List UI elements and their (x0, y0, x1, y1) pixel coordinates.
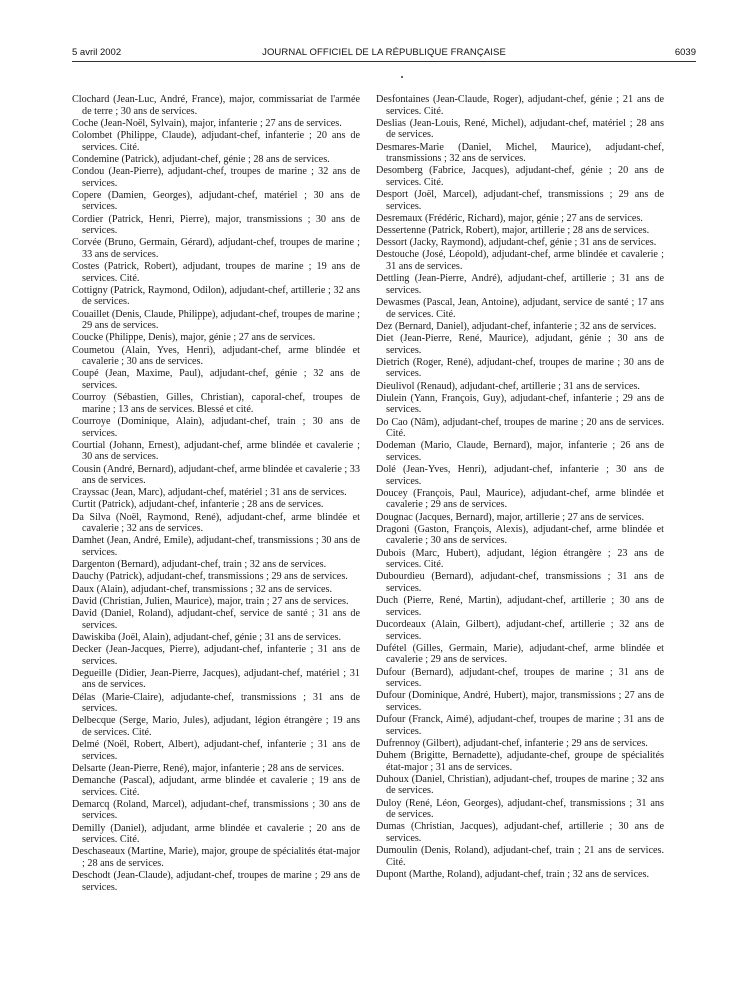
journal-title: JOURNAL OFFICIEL DE LA RÉPUBLIQUE FRANÇAISE (262, 47, 506, 58)
list-item: David (Christian, Julien, Maurice), major, train ; 27 ans de services. (72, 595, 349, 607)
list-item: Dufour (Franck, Aimé), adjudant-chef, troupes de marine ; 31 ans de services. (376, 714, 664, 737)
list-item: Cottigny (Patrick, Raymond, Odilon), adjudant-chef, artillerie ; 32 ans de services. (72, 284, 360, 308)
left-column (72, 94, 360, 894)
list-item: Deschaseaux (Martine, Marie), major, groupe de spécialités état-major ; 28 ans de services. (72, 846, 360, 869)
list-item: Dessort (Jacky, Raymond), adjudant-chef, génie ; 31 ans de services. (376, 237, 657, 249)
list-item: Duhem (Brigitte, Bernadette), adjudante-chef, groupe de spécialités état-major ; 31 ans de services. (376, 750, 664, 773)
list-item: Dufour (Dominique, André, Hubert), major, transmissions ; 27 ans de services. (376, 690, 664, 713)
list-item: Coche (Jean-Noël, Sylvain), major, infanterie ; 27 ans de services. (72, 117, 342, 129)
list-item: Dufour (Bernard), adjudant-chef, troupes de marine ; 31 ans de services. (376, 666, 664, 690)
list-item: Demanche (Pascal), adjudant, arme blindée et cavalerie ; 19 ans de services. Cité. (72, 775, 360, 798)
right-column (376, 94, 664, 881)
list-item: Demilly (Daniel), adjudant, arme blindée et cavalerie ; 20 ans de services. Cité. (72, 822, 360, 846)
list-item: Coucke (Philippe, Denis), major, génie ; 27 ans de services. (72, 332, 316, 344)
list-item: Coumetou (Alain, Yves, Henri), adjudant-chef, arme blindée et cavalerie ; 30 ans de services. (72, 344, 360, 368)
list-item: Copere (Damien, Georges), adjudant-chef, matériel ; 30 ans de services. (72, 189, 360, 213)
list-item: Dufrennoy (Gilbert), adjudant-chef, infanterie ; 29 ans de services. (376, 737, 648, 749)
list-item: Dieulivol (Renaud), adjudant-chef, artillerie ; 31 ans de services. (376, 380, 640, 392)
list-item: Dodeman (Mario, Claude, Bernard), major, infanterie ; 26 ans de services. (376, 440, 664, 463)
list-item: Delsarte (Jean-Pierre, René), major, infanterie ; 28 ans de services. (72, 762, 344, 774)
list-item: Desfontaines (Jean-Claude, Roger), adjudant-chef, génie ; 21 ans de services. Cité. (376, 94, 664, 117)
list-item: Dolé (Jean-Yves, Henri), adjudant-chef, infanterie ; 30 ans de services. (376, 464, 664, 487)
list-item: Delmé (Noël, Robert, Albert), adjudant-chef, infanterie ; 31 ans de services. (72, 739, 360, 762)
list-item: Dez (Bernard, Daniel), adjudant-chef, infanterie ; 32 ans de services. (376, 320, 657, 332)
list-item: Corvée (Bruno, Germain, Gérard), adjudant-chef, troupes de marine ; 33 ans de services. (72, 237, 360, 260)
printer-mark (401, 76, 403, 78)
list-item: Couaillet (Denis, Claude, Philippe), adjudant-chef, troupes de marine ; 29 ans de services. (72, 308, 361, 332)
list-item: Dietrich (Roger, René), adjudant-chef, troupes de marine ; 30 ans de services. (376, 356, 664, 380)
list-item: Decker (Jean-Jacques, Pierre), adjudant-chef, infanterie ; 31 ans de services. (72, 643, 360, 667)
list-item: Crayssac (Jean, Marc), adjudant-chef, matériel ; 31 ans de services. (72, 487, 347, 499)
list-item: Diet (Jean-Pierre, René, Maurice), adjudant, génie ; 30 ans de services. (376, 333, 664, 356)
list-item: Courroye (Dominique, Alain), adjudant-chef, train ; 30 ans de services. (72, 415, 360, 439)
issue-date: 5 avril 2002 (72, 47, 122, 58)
list-item: Courroy (Sébastien, Gilles, Christian), caporal-chef, troupes de marine ; 13 ans de services. Blessé et cité. (72, 392, 360, 415)
list-item: Deslias (Jean-Louis, René, Michel), adjudant-chef, matériel ; 28 ans de services. (376, 117, 664, 141)
list-item: Dawiskiba (Joël, Alain), adjudant-chef, génie ; 31 ans de services. (72, 631, 342, 643)
list-item: Cousin (André, Bernard), adjudant-chef, arme blindée et cavalerie ; 33 ans de services. (72, 463, 360, 487)
list-item: Damhet (Jean, André, Emile), adjudant-chef, transmissions ; 30 ans de services. (72, 535, 360, 559)
list-item: Dewasmes (Pascal, Jean, Antoine), adjudant, service de santé ; 17 ans de services. Cité. (376, 297, 664, 320)
list-item: Dettling (Jean-Pierre, André), adjudant-chef, artillerie ; 31 ans de services. (376, 273, 664, 296)
list-item: Dragoni (Gaston, François, Alexis), adjudant-chef, arme blindée et cavalerie ; 30 ans de services. (376, 523, 664, 547)
page-number: 6039 (674, 47, 696, 58)
list-item: Clochard (Jean-Luc, André, France), major, commissariat de l'armée de terre ; 30 ans de services. (72, 94, 360, 117)
list-item: Desremaux (Frédéric, Richard), major, génie ; 27 ans de services. (376, 212, 643, 224)
list-item: Dargenton (Bernard), adjudant-chef, train ; 32 ans de services. (72, 559, 327, 571)
list-item: Duch (Pierre, René, Martin), adjudant-chef, artillerie ; 30 ans de services. (376, 595, 664, 618)
list-item: Daux (Alain), adjudant-chef, transmissions ; 32 ans de services. (72, 583, 332, 595)
list-item: Dauchy (Patrick), adjudant-chef, transmissions ; 29 ans de services. (72, 571, 348, 583)
list-item: Dubois (Marc, Hubert), adjudant, légion étrangère ; 23 ans de services. Cité. (376, 547, 664, 571)
list-item: Destouche (José, Léopold), adjudant-chef, arme blindée et cavalerie ; 31 ans de services. (376, 249, 664, 273)
list-item: Delbecque (Serge, Mario, Jules), adjudant, légion étrangère ; 19 ans de services. Cité. (72, 715, 360, 738)
list-item: Condou (Jean-Pierre), adjudant-chef, troupes de marine ; 32 ans de services. (72, 165, 360, 189)
list-item: Curtit (Patrick), adjudant-chef, infanterie ; 28 ans de services. (72, 499, 324, 511)
list-item: Délas (Marie-Claire), adjudante-chef, transmissions ; 31 ans de services. (72, 691, 360, 715)
list-item: Desmares-Marie (Daniel, Michel, Maurice), adjudant-chef, transmissions ; 32 ans de services. (376, 141, 664, 165)
list-item: Costes (Patrick, Robert), adjudant, troupes de marine ; 19 ans de services. Cité. (72, 261, 360, 284)
list-item: Dubourdieu (Bernard), adjudant-chef, transmissions ; 31 ans de services. (376, 571, 664, 594)
list-item: Desomberg (Fabrice, Jacques), adjudant-chef, génie ; 20 ans de services. Cité. (376, 165, 664, 188)
list-item: Courtial (Johann, Ernest), adjudant-chef, arme blindée et cavalerie ; 30 ans de services. (72, 439, 360, 463)
list-item: Dessertenne (Patrick, Robert), major, artillerie ; 28 ans de services. (376, 225, 650, 237)
list-item: Coupé (Jean, Maxime, Paul), adjudant-chef, génie ; 32 ans de services. (72, 368, 360, 391)
list-item: Colombet (Philippe, Claude), adjudant-chef, infanterie ; 20 ans de services. Cité. (72, 129, 360, 153)
list-item: Ducordeaux (Alain, Gilbert), adjudant-chef, artillerie ; 32 ans de services. (376, 618, 664, 642)
list-item: David (Daniel, Roland), adjudant-chef, service de santé ; 31 ans de services. (72, 607, 360, 631)
list-item: Do Cao (Nâm), adjudant-chef, troupes de marine ; 20 ans de services. Cité. (376, 416, 664, 440)
list-item: Dougnac (Jacques, Bernard), major, artillerie ; 27 ans de services. (376, 511, 645, 523)
list-item: Dumoulin (Denis, Roland), adjudant-chef, train ; 21 ans de services. Cité. (376, 845, 664, 868)
list-item: Duloy (René, Léon, Georges), adjudant-chef, transmissions ; 31 ans de services. (376, 797, 664, 821)
list-item: Degueille (Didier, Jean-Pierre, Jacques), adjudant-chef, matériel ; 31 ans de services. (72, 667, 360, 691)
list-item: Doucey (François, Paul, Maurice), adjudant-chef, arme blindée et cavalerie ; 29 ans de services. (376, 487, 664, 511)
list-item: Dupont (Marthe, Roland), adjudant-chef, train ; 32 ans de services. (376, 868, 649, 880)
list-item: Desport (Joël, Marcel), adjudant-chef, transmissions ; 29 ans de services. (376, 189, 664, 212)
list-item: Condemine (Patrick), adjudant-chef, génie ; 28 ans de services. (72, 153, 330, 165)
list-item: Dufétel (Gilles, Germain, Marie), adjudant-chef, arme blindée et cavalerie ; 29 ans de services. (376, 642, 664, 666)
page-header (72, 47, 696, 61)
list-item: Duhoux (Daniel, Christian), adjudant-chef, troupes de marine ; 32 ans de services. (376, 773, 664, 797)
header-rule (72, 61, 696, 62)
list-item: Dumas (Christian, Jacques), adjudant-chef, artillerie ; 30 ans de services. (376, 821, 664, 844)
list-item: Cordier (Patrick, Henri, Pierre), major, transmissions ; 30 ans de services. (72, 213, 360, 237)
list-item: Diulein (Yann, François, Guy), adjudant-chef, infanterie ; 29 ans de services. (376, 392, 664, 416)
list-item: Demarcq (Roland, Marcel), adjudant-chef, transmissions ; 30 ans de services. (72, 798, 360, 822)
list-item: Deschodt (Jean-Claude), adjudant-chef, troupes de marine ; 29 ans de services. (72, 870, 360, 893)
list-item: Da Silva (Noël, Raymond, René), adjudant-chef, arme blindée et cavalerie ; 32 ans de services. (72, 511, 360, 535)
